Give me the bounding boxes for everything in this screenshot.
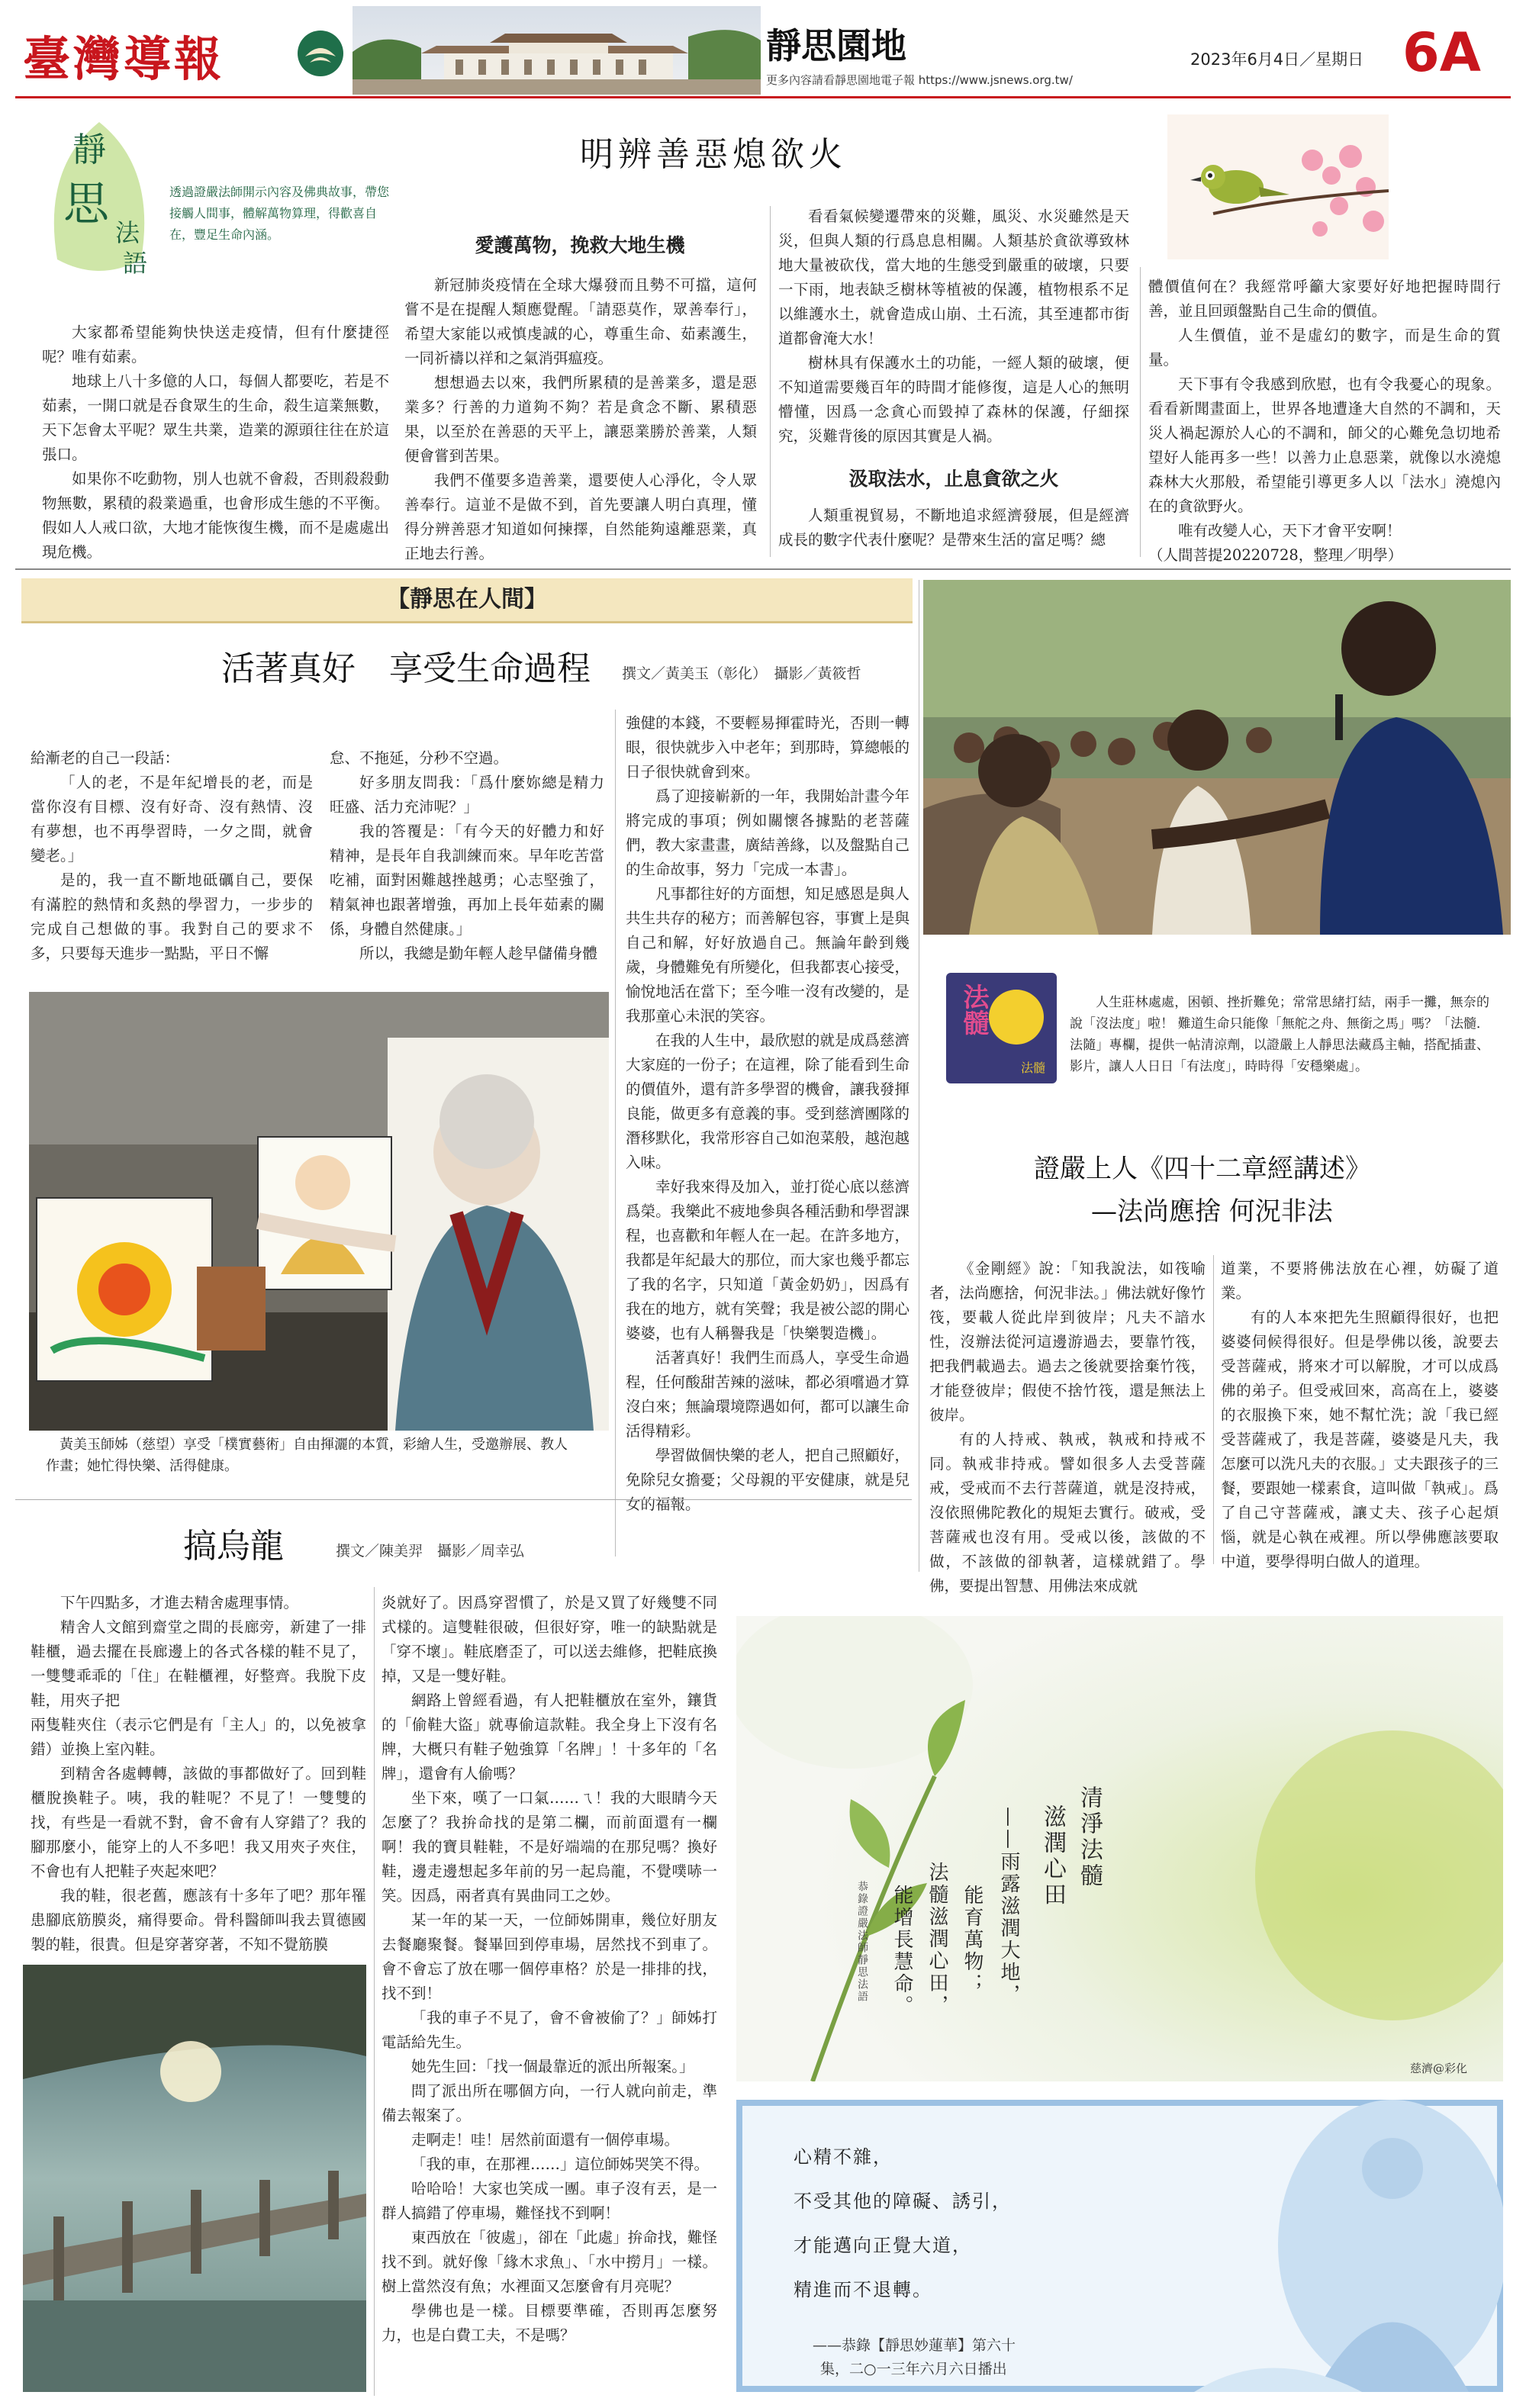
paragraph: 《金剛經》說：「知我說法，如筏喻者，法尚應捨，何況非法。」佛法就好像竹筏，要載人從此岸到彼岸；凡夫不諳水性，沒辦法從河這邊游過去，要靠竹筏，把我們載過去。過去之後就要捨棄竹筏，才能登彼岸；假使不捨竹筏，還是無法上彼岸。 [929, 1260, 1206, 1424]
lotus-source-1: ——恭錄【靜思妙蓮華】第六十 [813, 2337, 1016, 2354]
paragraph: 有的人持戒、執戒，執戒和持戒不同。執戒非持戒。譬如很多人去受菩薩戒，受戒而不去行菩薩道，就是沒持戒，沒依照佛陀教化的規矩去實行。破戒，受菩薩戒也沒有用。受戒以後，該做的不做，不該做的卻執著，這樣就錯了。學佛，要提出智慧、用佛法來成就 [929, 1431, 1206, 1595]
paragraph: 有的人本來把先生照顧得很好，也把婆婆伺候得很好。但是學佛以後，說要去受菩薩戒，將來才可以解脫，才可以成爲佛的弟子。但受戒回來，高高在上，婆婆的衣服換下來，她不幫忙洗；說「我已經受菩薩戒了，我是菩薩，婆婆是凡夫，我怎麼可以洗凡夫的衣服。」丈夫跟孩子的三餐，要跟她一樣素食，這叫做「執戒」。爲了自己守菩薩戒，讓丈夫、孩子心起煩惱，就是心執在戒裡。所以學佛應該要取中道，要學得明白做人的道理。 [1221, 1309, 1499, 1570]
column-rule [770, 206, 771, 557]
badge-char-jing: 靜 [72, 130, 106, 169]
paragraph: 凡事都往好的方面想，知足感恩是與人共生共存的秘方；而善解包容，事實上是與自己和解，好好放過自己。無論年齡到幾歲，身體難免有所變化，但我都衷心接受，愉悅地活在當下；至今唯一沒有改變的，是我那童心未泯的笑容。 [626, 885, 909, 1025]
paper-name: 臺灣導報 [23, 31, 225, 87]
paper-logo [23, 21, 252, 87]
renjian-byline: 撰文／黃美玉（彰化） 攝影／黃筱哲 [622, 665, 861, 682]
badge-char-yu: 語 [123, 249, 148, 278]
renjian-banner-text: 【靜思在人間】 [387, 586, 547, 613]
paragraph: 體價值何在？我經常呼籲大家要好好地把握時間行善，並且回頭盤點自己生命的價值。 [1148, 278, 1501, 320]
jingsi-col-2 [404, 273, 757, 566]
fasui-title-2: —法尚應捨 何況非法 [1091, 1196, 1333, 1227]
paragraph: 在我的人生中，最欣慰的就是成爲慈濟大家庭的一份子；在這裡，除了能看到生命的價值外，還有許多學習的機會，讓我發揮良能，做更多有意義的事。受到慈濟團隊的潛移默化，我常形容自己如泡菜般，越泡越入味。 [626, 1032, 909, 1171]
paragraph: 「我的車子不見了，會不會被偷了？」師姊打電話給先生。 [382, 2009, 717, 2051]
paragraph: 看看氣候變遷帶來的災難，風災、水災雖然是天災，但與人類的行爲息息相關。人類基於貪欲導致林地大量被砍伐，當大地的生態受到嚴重的破壞，只要一下雨，地表缺乏樹林等植被的保護，植物根系不足以維護水土，就會造成山崩、土石流，其至連都市街道都會淹大水！ [778, 208, 1129, 347]
lotus-quote-box [736, 2100, 1503, 2392]
wulong-title: 搞烏龍 [183, 1527, 284, 1566]
paragraph: 學佛也是一樣。目標要準確，否則再怎麼努力，也是白費工夫，不是嗎？ [382, 2302, 717, 2344]
verse-artist: 慈濟@彩化 [1410, 2062, 1468, 2075]
paragraph: 大家都希望能夠快快送走疫情，但有什麼捷徑呢？唯有茹素。 [42, 324, 389, 365]
more-content-link[interactable]: 更多內容請看靜思園地電子報 https://www.jsnews.org.tw/ [766, 73, 1073, 87]
badge-char-fa: 法 [115, 218, 140, 247]
paragraph: 天下事有令我感到欣慰，也有令我憂心的現象。看看新聞畫面上，世界各地遭逢大自然的不調和，天災人禍起源於人心的不調和，師父的心難免急切地希望好人能再多一些！以善力止息惡業，就像以水澆熄森林大火那般，希望能引導更多人以「法水」澆熄內在的貪欲野火。 [1148, 375, 1501, 515]
paragraph: 好多朋友問我：「爲什麼妳總是精力旺盛、活力充沛呢？」 [330, 774, 604, 816]
paragraph: 我的鞋，很老舊，應該有十多年了吧？那年罹患腳底筋膜炎，痛得要命。骨科醫師叫我去買德國製的鞋，很貴。但是穿著穿著，不知不覺筋膜 [31, 1887, 366, 1953]
paragraph: 她先生回：「找一個最靠近的派出所報案。」 [411, 2058, 694, 2075]
column-rule [374, 1587, 375, 2396]
paragraph: （人間菩提20220728，整理／明學） [1148, 546, 1403, 564]
jingsi-col-3 [778, 204, 1129, 449]
paragraph: 唯有改變人心，天下才會平安啊！ [1178, 522, 1402, 539]
page-number: 6A [1402, 21, 1481, 84]
bird-photo [1167, 114, 1389, 259]
lotus-line-1: 心精不雜， [794, 2146, 893, 2168]
jingsi-subhead-1: 愛護萬物，挽救大地生機 [475, 234, 685, 256]
fasui-col-1 [929, 1257, 1206, 1598]
verse-line-1: 清淨法髓 [1076, 1785, 1103, 1889]
paragraph: 學習做個快樂的老人，把自己照顧好，免除兒女擔憂；父母親的平安健康，就是兒女的福報。 [626, 1447, 909, 1513]
paragraph: 道業，不要將佛法放在心裡，妨礙了道業。 [1221, 1260, 1499, 1302]
paragraph: 下午四點多，才進去精舍處理事情。 [60, 1594, 299, 1611]
issue-date: 2023年6月4日／星期日 [1190, 50, 1364, 69]
verse-line-5: 法髓滋潤心田， [926, 1862, 948, 2017]
paragraph: 如果你不吃動物，別人也就不會殺，否則殺殺動物無數，累積的殺業過重，也會形成生態的不平衡。假如人人戒口欲，大地才能恢復生機，而不是處處出現危機。 [42, 470, 389, 561]
jingsi-col-3b [778, 504, 1129, 552]
renjian-title: 活著真好 享受生命過程 [221, 649, 591, 688]
paragraph: 怠、不拖延，分秒不空過。 [330, 749, 509, 767]
paragraph: 兩隻鞋夾住（表示它們是有「主人」的，以免被拿錯）並換上室內鞋。 [31, 1716, 366, 1758]
wulong-byline: 撰文／陳美羿 攝影／周幸弘 [336, 1543, 525, 1560]
fasui-col-2 [1221, 1257, 1499, 1574]
paragraph: 我們不僅要多造善業，還要使人心淨化，令人眾善奉行。這並不是做不到，首先要讓人明白真理，懂得分辨善惡才知道如何揀擇，自然能夠遠離惡業，真正地去行善。 [404, 472, 757, 562]
fasui-badge [946, 973, 1057, 1083]
paragraph: 人類重視貿易，不斷地追求經濟發展，但是經濟成長的數字代表什麼呢？是帶來生活的富足嗎？總 [778, 507, 1129, 549]
paragraph: 東西放在「彼處」，卻在「此處」拚命找，難怪找不到。就好像「緣木求魚」、「水中撈月」一樣。樹上當然沒有魚；水裡面又怎麼會有月亮呢？ [382, 2229, 717, 2295]
paragraph: 「人的老，不是年紀增長的老，而是當你沒有目標、沒有好奇、沒有熱情、沒有夢想，也不再學習時，一夕之間，就會變老。」 [31, 774, 313, 864]
renjian-banner [21, 578, 913, 623]
renjian-col-2 [330, 746, 604, 966]
masthead [0, 0, 1526, 99]
paragraph: 坐下來，嘆了一口氣……ㄟ！我的大眼睛今天怎麼了？我拚命找的是第二欄，而前面還有一欄啊！我的寶貝鞋鞋，不是好端端的在那兒嗎？換好鞋，邊走邊想起多年前的另一起烏龍，不覺噗哧一笑。因爲，兩者真有異曲同工之妙。 [382, 1789, 717, 1904]
section-rule [15, 568, 1511, 570]
tzuchi-emblem-icon [296, 29, 345, 78]
jingsi-col-4 [1148, 275, 1501, 568]
fasui-badge-text [955, 983, 993, 1035]
fasui-title-1: 證嚴上人《四十二章經講述》 [1034, 1154, 1371, 1184]
paragraph: 新冠肺炎疫情在全球大爆發而且勢不可擋，這何嘗不是在提醒人類應覺醒。「請惡莫作，眾善奉行」，希望大家能以戒慎虔誠的心，尊重生命、茹素護生，一同祈禱以祥和之氣消弭瘟疫。 [404, 276, 757, 367]
paragraph: 樹林具有保護水土的功能，一經人類的破壞，便不知道需要幾百年的時間才能修復，這是人心的無明懵懂，因爲一念貪心而毀掉了森林的保護，仔細探究，災難背後的原因其實是人禍。 [778, 354, 1129, 445]
jingsi-title: 明辨善惡熄欲火 [580, 135, 847, 174]
badge-char-si: 思 [63, 178, 109, 231]
section-rule [15, 1499, 912, 1500]
verse-line-4: 能育萬物； [961, 1885, 984, 1995]
paragraph: 精舍人文館到齋堂之間的長廊旁，新建了一排鞋櫃，過去擺在長廊邊上的各式各樣的鞋不見了，一雙雙乖乖的「住」在鞋櫃裡，好整齊。我脫下皮鞋，用夾子把 [31, 1618, 366, 1709]
paragraph: 哈哈哈！大家也笑成一團。車子沒有丟，是一群人搞錯了停車場，難怪找不到啊！ [382, 2180, 717, 2222]
paragraph: 所以，我總是勤年輕人趁早儲備身體 [359, 945, 598, 962]
paragraph: 炎就好了。因爲穿習慣了，於是又買了好幾雙不同式樣的。這雙鞋很破，但很好穿，唯一的缺點就是「穿不壞」。鞋底磨歪了，可以送去維修，把鞋底換掉，又是一雙好鞋。 [382, 1594, 717, 1685]
paragraph: 某一年的某一天，一位師姊開車，幾位好朋友去餐廳聚餐。餐畢回到停車場，居然找不到車了。會不會忘了放在哪一個停車格？於是一排排的找，找不到！ [382, 1911, 717, 2002]
paragraph: 是的，我一直不斷地砥礪自己，要保有滿腔的熱情和炙熱的學習力，一步步的完成自己想做的事。我對自己的要求不多，只要每天進步一點點，平日不懈 [31, 871, 313, 962]
paragraph: 給漸老的自己一段話： [31, 749, 180, 767]
paragraph: 想想過去以來，我們所累積的是善業多，還是惡業多？行善的力道夠不夠？若是貪念不斷、累積惡果，以至於在善惡的天平上，讓惡業勝於善業，人類便會嘗到苦果。 [404, 374, 757, 465]
paragraph: 「我的車，在那裡……」這位師姊哭笑不得。 [411, 2155, 710, 2173]
fasui-badge-corner: 法髓 [1021, 1061, 1046, 1075]
column-rule [1140, 267, 1141, 557]
lotus-line-2: 不受其他的障礙、誘引， [794, 2191, 1012, 2212]
verse-source: 恭錄證嚴法師靜思法語 [856, 1881, 868, 2003]
verse-line-6: 能增長慧命。 [890, 1885, 913, 2017]
moon-icon [986, 987, 1047, 1048]
painter-photo [29, 992, 609, 1431]
paragraph: 網路上曾經看過，有人把鞋櫃放在室外，鑲貨的「偷鞋大盜」就專偷這款鞋。我全身上下沒有名牌，大概只有鞋子勉強算「名牌」！十多年的「名牌」，還會有人偷嗎？ [382, 1692, 717, 1782]
painter-caption: 黃美玉師姊（慈望）享受「樸實藝術」自由揮灑的本質，彩繪人生，受邀辦展、教人作畫；她忙得快樂、活得健康。 [46, 1437, 568, 1474]
lotus-line-3: 才能邁向正覺大道， [794, 2235, 972, 2256]
section-title: 靜思園地 [766, 25, 906, 66]
verse-line-2: 滋潤心田 [1039, 1804, 1066, 1908]
paragraph: 我的答覆是：「有今天的好體力和好精神，是長年自我訓練而來。早年吃苦當吃補，面對困難越挫越勇；心志堅強了，精氣神也跟著增強，再加上長年茹素的關係，身體自然健康。」 [330, 823, 604, 938]
badge-char-fa: 法 [958, 983, 989, 1009]
paragraph: 爲了迎接嶄新的一年，我開始計畫今年將完成的事項；例如關懷各據點的老菩薩們，教大家畫畫，廣結善緣，以及盤點自己的生命故事，努力「完成一本書」。 [626, 787, 909, 878]
jingsi-badge [42, 107, 156, 290]
lake-photo [23, 1965, 366, 2392]
masthead-rule [15, 96, 1511, 98]
lotus-source-2: 集，二○一三年六月六日播出 [820, 2361, 1007, 2377]
paragraph: 走啊走！哇！居然前面還有一個停車場。 [411, 2131, 680, 2149]
column-rule [1213, 1255, 1214, 1564]
paragraph: 問了派出所在哪個方向，一行人就向前走，準備去報案了。 [382, 2082, 717, 2124]
africa-distribution-photo [923, 580, 1511, 935]
wulong-col-1 [31, 1591, 366, 1957]
lotus-line-4: 精進而不退轉。 [794, 2279, 932, 2300]
paragraph: 活著真好！我們生而爲人，享受生命過程，任何酸甜苦辣的滋味，都必須嚐過才算沒白來；無論環境際遇如何，都可以讓生命活得精彩。 [626, 1349, 909, 1440]
jingsi-subhead-2: 汲取法水，止息貪欲之火 [848, 468, 1059, 490]
verse-line-3: ——雨露滋潤大地， [997, 1807, 1020, 2006]
badge-char-sui: 髓 [958, 1009, 989, 1035]
abode-building-photo [353, 6, 761, 95]
verse-painting [736, 1616, 1503, 2081]
paragraph: 到精舍各處轉轉，該做的事都做好了。回到鞋櫃脫換鞋子。咦，我的鞋呢？不見了！一雙雙的找，有些是一看就不對，會不會有人穿錯了？我的腳那麼小，能穿上的人不多吧！我又用夾子夾住，不會也有人把鞋子夾起來吧？ [31, 1765, 366, 1880]
fasui-intro: 人生莊林處處，困頓、挫折難免；常常思緒打結，兩手一攤，無奈的說「沒法度」啦！ 難道生命只能像「無舵之舟、無銜之馬」嗎？「法髓．法隨」專欄，提供一帖清涼劑，以證嚴上人靜思法藏爲主軸，搭配插畫、影片，讓人人日日「有法度」，時時得「安穩樂處」。 [1070, 995, 1489, 1074]
jingsi-intro: 透過證嚴法師開示內容及佛典故事，帶您接觸人間事，體解萬物算理，得歡喜自在，豐足生命內涵。 [169, 185, 390, 242]
column-rule [615, 710, 616, 1557]
renjian-col-1 [31, 746, 313, 966]
paragraph: 幸好我來得及加入，並打從心底以慈濟爲榮。我樂此不疲地參與各種活動和學習課程，也喜歡和年輕人在一起。在許多地方，我都是年紀最大的那位，而大家也幾乎都忘了我的名字，只知道「黃金奶奶」，因爲有我在的地方，就有笑聲；我是被公認的開心婆婆，也有人稱譽我是「快樂製造機」。 [626, 1178, 909, 1342]
wulong-col-2 [382, 1591, 717, 2348]
jingsi-col-1 [42, 320, 389, 565]
renjian-col-3 [626, 711, 909, 1517]
paragraph: 人生價值，並不是虛幻的數字，而是生命的質量。 [1148, 327, 1501, 369]
paragraph: 地球上八十多億的人口，每個人都要吃，若是不茹素，一開口就是吞食眾生的生命，殺生這業無數，天下怎會太平呢？眾生共業，造業的源頭往往在於這張口。 [42, 372, 389, 463]
paragraph: 強健的本錢，不要輕易揮霍時光，否則一轉眼，很快就步入中老年；到那時，算總帳的日子很快就會到來。 [626, 714, 909, 781]
